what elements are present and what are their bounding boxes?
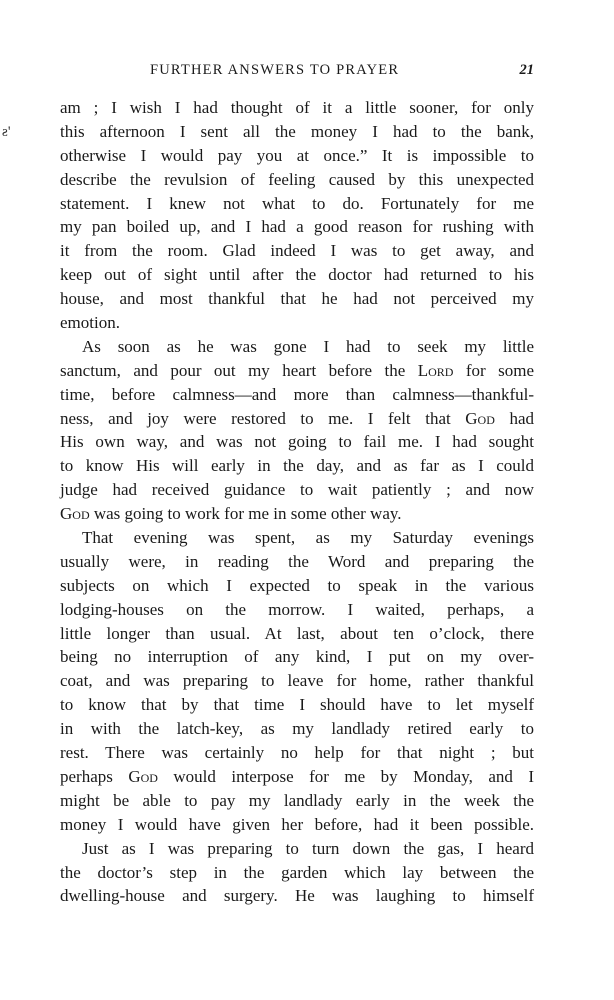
text-segment: lodging-houses on the morrow. I waited, perhaps, a (60, 599, 534, 619)
text-segment: coat, and was preparing to leave for home, rather thankful (60, 671, 534, 691)
text-segment: emotion. (60, 313, 120, 333)
text-segment: little longer than usual. At last, about ten o’clock, there (60, 623, 534, 643)
text-segment: was going to work for me in some other way. (89, 504, 402, 524)
text-segment: dwelling-house and surgery. He was laughing to himself (60, 886, 534, 906)
running-title: FURTHER ANSWERS TO PRAYER (150, 62, 400, 78)
text-segment: in with the latch-key, as my landlady retired early to (60, 719, 534, 739)
text-segment: rest. There was certainly no help for that night ; but (60, 743, 534, 763)
text-line (60, 263, 534, 287)
text-line (60, 478, 534, 502)
text-line (60, 598, 534, 622)
small-caps-word: God (465, 408, 495, 428)
text-line (60, 96, 534, 120)
text-line (60, 741, 534, 765)
text-line (60, 717, 534, 741)
text-segment: this afternoon I sent all the money I had to the bank, (60, 121, 534, 141)
text-line (60, 669, 534, 693)
text-line (60, 383, 534, 407)
text-line (60, 454, 534, 478)
text-segment: house, and most thankful that he had not perceived my (60, 289, 534, 309)
text-segment: usually were, in reading the Word and preparing the (60, 551, 534, 571)
text-segment: time, before calmness—and more than calmness—thankful- (60, 384, 534, 404)
text-segment: ness, and joy were restored to me. I felt that (60, 408, 466, 428)
text-segment: That evening was spent, as my Saturday evenings (82, 528, 534, 548)
text-line (60, 311, 534, 335)
text-line (60, 335, 534, 359)
text-line (60, 407, 534, 431)
text-segment: As soon as he was gone I had to seek my little (82, 336, 534, 356)
small-caps-word: Lord (417, 360, 454, 380)
text-line (60, 192, 534, 216)
text-line (60, 861, 534, 885)
text-line (60, 789, 534, 813)
text-line (60, 574, 534, 598)
text-segment: to know that by that time I should have to let myself (60, 695, 534, 715)
text-segment: keep out of sight until after the doctor had returned to his (60, 265, 534, 285)
small-caps-word: God (128, 766, 158, 786)
text-segment: sanctum, and pour out my heart before the (60, 360, 418, 380)
text-segment: describe the revulsion of feeling caused by this unexpected (60, 169, 534, 189)
text-line (60, 120, 534, 144)
small-caps-word: God (60, 504, 90, 524)
text-line (60, 765, 534, 789)
text-line (60, 645, 534, 669)
text-segment: being no interruption of any kind, I put on my over- (60, 647, 534, 667)
text-segment: money I would have given her before, had it been possible. (60, 814, 534, 834)
text-line (60, 144, 534, 168)
page-number: 21 (519, 62, 534, 78)
text-line (60, 502, 534, 526)
text-segment: it from the room. Glad indeed I was to get away, and (60, 241, 534, 261)
text-line (60, 884, 534, 908)
text-line (60, 287, 534, 311)
text-line (60, 239, 534, 263)
text-line (60, 693, 534, 717)
text-segment: Just as I was preparing to turn down the gas, I heard (82, 838, 534, 858)
text-segment: my pan boiled up, and I had a good reason for rushing with (60, 217, 534, 237)
text-line (60, 168, 534, 192)
text-segment: to know His will early in the day, and as far as I could (60, 456, 534, 476)
text-line (60, 622, 534, 646)
text-line (60, 526, 534, 550)
text-segment: subjects on which I expected to speak in the various (60, 575, 534, 595)
text-line (60, 837, 534, 861)
text-line (60, 359, 534, 383)
body-text (60, 96, 534, 908)
text-segment: judge had received guidance to wait patiently ; and now (60, 480, 534, 500)
text-segment: am ; I wish I had thought of it a little sooner, for only (60, 98, 534, 117)
text-segment: would interpose for me by Monday, and I (157, 766, 534, 786)
text-segment: otherwise I would pay you at once.” It is impossible to (60, 145, 534, 165)
text-segment: the doctor’s step in the garden which lay between the (60, 862, 534, 882)
text-segment: had (494, 408, 535, 428)
text-segment: His own way, and was not going to fail me. I had sought (60, 432, 534, 452)
text-line (60, 550, 534, 574)
margin-mark: ƨ' (2, 124, 11, 140)
text-line (60, 215, 534, 239)
text-segment: for some (453, 360, 534, 380)
text-segment: perhaps (60, 766, 129, 786)
text-segment: might be able to pay my landlady early in the week the (60, 790, 534, 810)
text-line (60, 813, 534, 837)
text-segment: statement. I knew not what to do. Fortunately for me (60, 193, 534, 213)
text-line (60, 430, 534, 454)
page-header (60, 62, 534, 84)
